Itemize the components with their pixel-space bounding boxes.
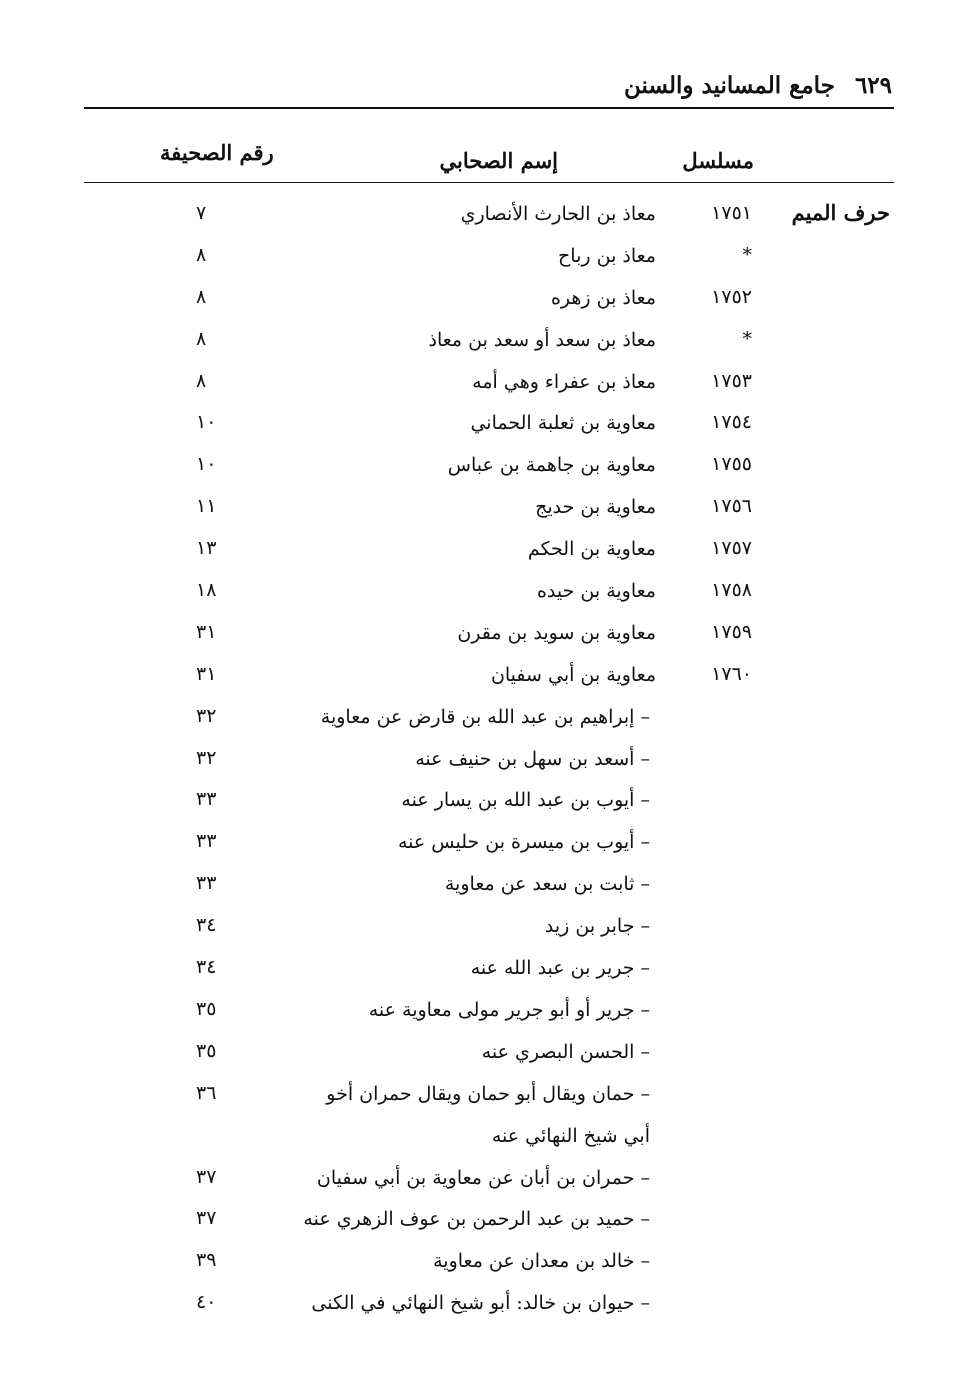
name-cell: معاذ بن سعد أو سعد بن معاذ xyxy=(428,328,656,351)
index-table xyxy=(0,196,974,1327)
serial-cell: ١٧٥٩ xyxy=(711,620,752,643)
name-cell: – جرير أو أبو جرير مولى معاوية عنه xyxy=(368,998,650,1021)
name-cell: معاوية بن حديج xyxy=(535,496,656,519)
table-row xyxy=(0,866,974,908)
page-cell: ١٨ xyxy=(196,579,217,602)
table-row xyxy=(0,1160,974,1202)
table-row xyxy=(0,1243,974,1285)
name-cell: – حمان ويقال أبو حمان ويقال حمران أخو أبي شيخ النهائي عنه xyxy=(326,1082,650,1147)
serial-cell: ١٧٥٧ xyxy=(711,537,752,560)
name-cell: – ثابت بن سعد عن معاوية xyxy=(444,873,650,896)
section-label: حرف الميم xyxy=(791,200,890,225)
serial-cell: ١٧٥٤ xyxy=(711,411,752,434)
page-cell: ٣٣ xyxy=(196,788,217,811)
page-cell: ٣١ xyxy=(196,620,217,643)
serial-cell: ١٧٥٨ xyxy=(711,579,752,602)
table-row xyxy=(0,1076,974,1160)
table-row xyxy=(0,238,974,280)
serial-cell: ١٧٥٢ xyxy=(711,285,752,308)
name-column-header: إسم الصحابي xyxy=(439,148,558,173)
table-row xyxy=(0,489,974,531)
name-cell: – إبراهيم بن عبد الله بن قارض عن معاوية xyxy=(320,705,650,728)
table-row xyxy=(0,1201,974,1243)
page-cell: ٨ xyxy=(196,327,207,350)
table-row xyxy=(0,1034,974,1076)
table-row xyxy=(0,1285,974,1327)
name-cell: معاوية بن ثعلبة الحماني xyxy=(470,412,656,435)
page-column-header: رقم الصحيفة xyxy=(160,140,274,165)
page-cell: ٣٢ xyxy=(196,704,217,727)
page-cell: ٣٧ xyxy=(196,1207,217,1230)
table-row xyxy=(0,447,974,489)
name-cell: معاوية بن سويد بن مقرن xyxy=(457,621,656,644)
name-cell: – أيوب بن ميسرة بن حليس عنه xyxy=(397,831,650,854)
table-row xyxy=(0,322,974,364)
table-row xyxy=(0,992,974,1034)
page-cell: ٣٩ xyxy=(196,1249,217,1272)
column-headers xyxy=(0,134,974,178)
name-cell: – جرير بن عبد الله عنه xyxy=(470,957,650,980)
name-cell: – جابر بن زيد xyxy=(544,915,650,938)
serial-cell: ١٧٥٣ xyxy=(711,369,752,392)
serial-cell: ١٧٥١ xyxy=(711,202,752,224)
name-cell: معاذ بن الحارث الأنصاري xyxy=(460,203,656,225)
header-rule xyxy=(84,182,894,183)
page-cell: ٣٧ xyxy=(196,1165,217,1188)
name-cell: معاذ بن عفراء وهي أمه xyxy=(472,370,656,393)
page-cell: ٣٥ xyxy=(196,997,217,1020)
table-row xyxy=(0,531,974,573)
name-cell: – حميد بن عبد الرحمن بن عوف الزهري عنه xyxy=(303,1208,650,1231)
name-cell: – الحسن البصري عنه xyxy=(481,1040,650,1063)
table-row xyxy=(0,824,974,866)
page-cell: ٣٥ xyxy=(196,1039,217,1062)
table-row xyxy=(0,280,974,322)
table-row xyxy=(0,573,974,615)
page-cell: ١٠ xyxy=(196,453,217,476)
page-number: ٦٢٩ xyxy=(854,72,892,99)
page-cell: ٣٤ xyxy=(196,956,217,979)
table-row xyxy=(0,782,974,824)
page-cell: ٨ xyxy=(196,285,207,308)
table-row xyxy=(0,615,974,657)
page-cell: ١١ xyxy=(196,495,217,518)
page-cell: ٨ xyxy=(196,243,207,266)
table-row xyxy=(0,908,974,950)
table-row xyxy=(0,405,974,447)
page-cell: ١٣ xyxy=(196,537,217,560)
serial-column-header: مسلسل xyxy=(682,148,754,173)
page-cell: ١٠ xyxy=(196,411,217,434)
name-cell: معاذ بن رباح xyxy=(558,244,656,267)
book-title: جامع المسانيد والسنن xyxy=(624,72,835,99)
name-cell: معاذ بن زهره xyxy=(550,286,656,309)
name-cell: – خالد بن معدان عن معاوية xyxy=(433,1250,650,1273)
name-cell: معاوية بن حيده xyxy=(536,580,656,603)
table-row xyxy=(0,657,974,699)
name-cell: معاوية بن الحكم xyxy=(527,538,656,561)
serial-cell: * xyxy=(742,327,752,350)
table-row xyxy=(0,741,974,783)
page-cell: ٣٣ xyxy=(196,872,217,895)
name-cell: – أسعد بن سهل بن حنيف عنه xyxy=(415,747,650,770)
serial-cell: ١٧٥٥ xyxy=(711,453,752,476)
page-cell: ٨ xyxy=(196,369,207,392)
table-row xyxy=(0,196,974,238)
page-cell: ٤٠ xyxy=(196,1291,217,1314)
page-cell: ٣٣ xyxy=(196,830,217,853)
page-cell: ٣١ xyxy=(196,662,217,685)
page-cell: ٣٢ xyxy=(196,746,217,769)
name-cell: معاوية بن أبي سفيان xyxy=(490,663,656,686)
page-cell: ٣٦ xyxy=(196,1081,217,1104)
page-cell: ٧ xyxy=(196,202,207,224)
serial-cell: ١٧٦٠ xyxy=(711,662,752,685)
name-cell: – حمران بن أبان عن معاوية بن أبي سفيان xyxy=(316,1166,650,1189)
running-head xyxy=(624,72,892,99)
name-cell: معاوية بن جاهمة بن عباس xyxy=(447,454,656,477)
page-cell: ٣٤ xyxy=(196,914,217,937)
table-row xyxy=(0,950,974,992)
name-cell: – أيوب بن عبد الله بن يسار عنه xyxy=(401,789,650,812)
serial-cell: * xyxy=(742,243,752,266)
serial-cell: ١٧٥٦ xyxy=(711,495,752,518)
top-rule xyxy=(84,107,894,109)
table-row xyxy=(0,699,974,741)
name-cell: – حيوان بن خالد: أبو شيخ النهائي في الكنى xyxy=(311,1292,650,1315)
table-row xyxy=(0,364,974,406)
